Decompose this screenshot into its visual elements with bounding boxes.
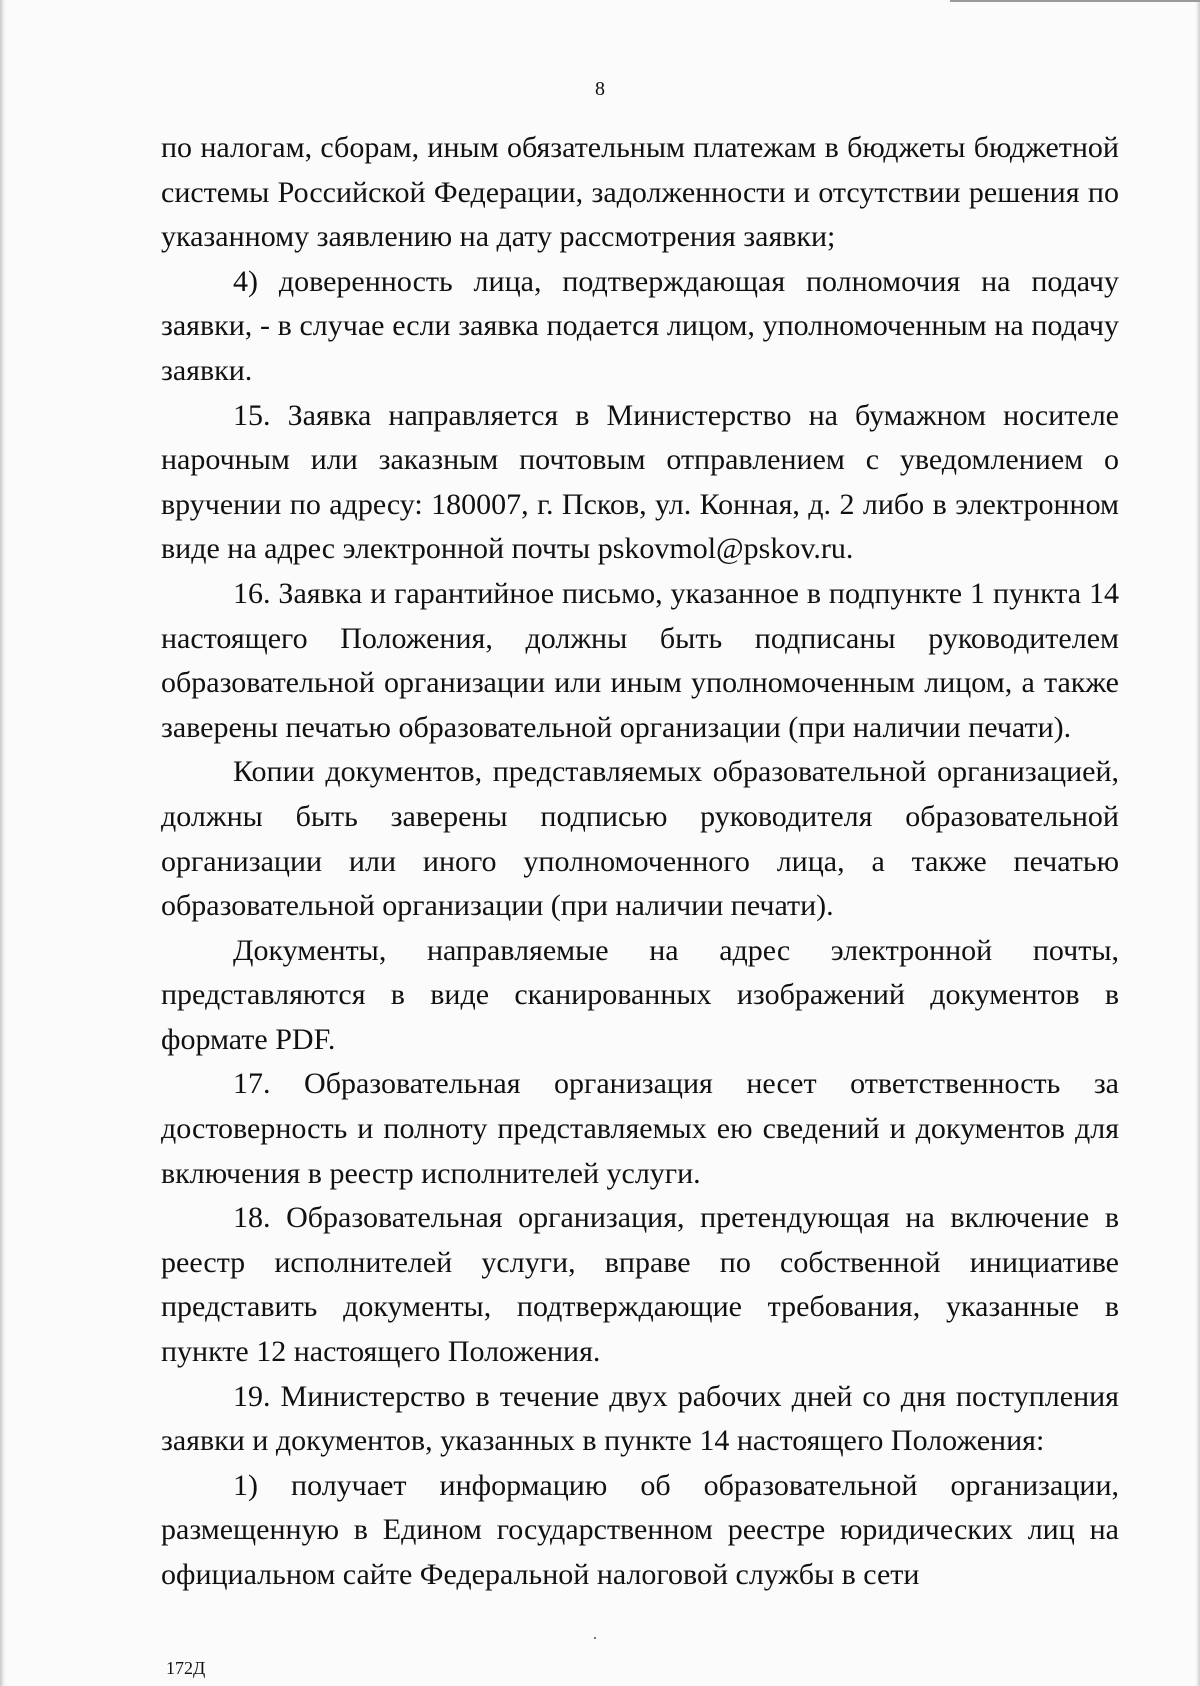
- paragraph-continuation: по налогам, сборам, иным обязательным платежам в бюджеты бюджетной системы Российской Федерации, задолженности и отсутствии решения по указанному заявлению на дату рассмотрения заявки;: [161, 131, 1119, 254]
- page-number: 8: [595, 78, 605, 100]
- paragraph-email-docs: Документы, направляемые на адрес электронной почты, представляются в виде сканированных изображений документов в формате PDF.: [161, 933, 1119, 1056]
- scan-dot: [594, 1637, 596, 1639]
- paragraph-18: 18. Образовательная организация, претендующая на включение в реестр исполнителей услуги, вправе по собственной инициативе представить документы, подтверждающие требования, указанные в пункте 12 настоящего Положения.: [161, 1201, 1119, 1369]
- paragraph-19-item-1: 1) получает информацию об образовательной организации, размещенную в Едином государственном реестре юридических лиц на официальном сайте Федеральной налоговой службы в сети: [161, 1468, 1119, 1591]
- document-body: [161, 126, 1119, 1598]
- scan-edge-right: [1195, 0, 1200, 1686]
- scan-top-line: [950, 0, 1200, 2]
- paragraph-15: 15. Заявка направляется в Министерство на бумажном носителе нарочным или заказным почтовым отправлением с уведомлением о вручении по адресу: 180007, г. Псков, ул. Конная, д. 2 либо в электронном виде на адрес электронной почты pskovmol@pskov.ru.: [161, 398, 1119, 566]
- paragraph-16: 16. Заявка и гарантийное письмо, указанное в подпункте 1 пункта 14 настоящего Положения, должны быть подписаны руководителем образовательной организации или иным уполномоченным лицом, а также заверены печатью образовательной организации (при наличии печати).: [161, 576, 1119, 744]
- paragraph-19: 19. Министерство в течение двух рабочих дней со дня поступления заявки и документов, указанных в пункте 14 настоящего Положения:: [161, 1379, 1119, 1458]
- paragraph-item-4: 4) доверенность лица, подтверждающая полномочия на подачу заявки, - в случае если заявка подается лицом, уполномоченным на подачу заявки.: [161, 264, 1119, 387]
- paragraph-17: 17. Образовательная организация несет ответственность за достоверность и полноту представляемых ею сведений и документов для включения в реестр исполнителей услуги.: [161, 1067, 1119, 1190]
- paragraph-copies: Копии документов, представляемых образовательной организацией, должны быть заверены подписью руководителя образовательной организации или иного уполномоченного лица, а также печатью образовательной организации (при наличии печати).: [161, 755, 1119, 923]
- scan-edge-left: [0, 0, 6, 1686]
- footer-code: 172Д: [166, 1658, 206, 1678]
